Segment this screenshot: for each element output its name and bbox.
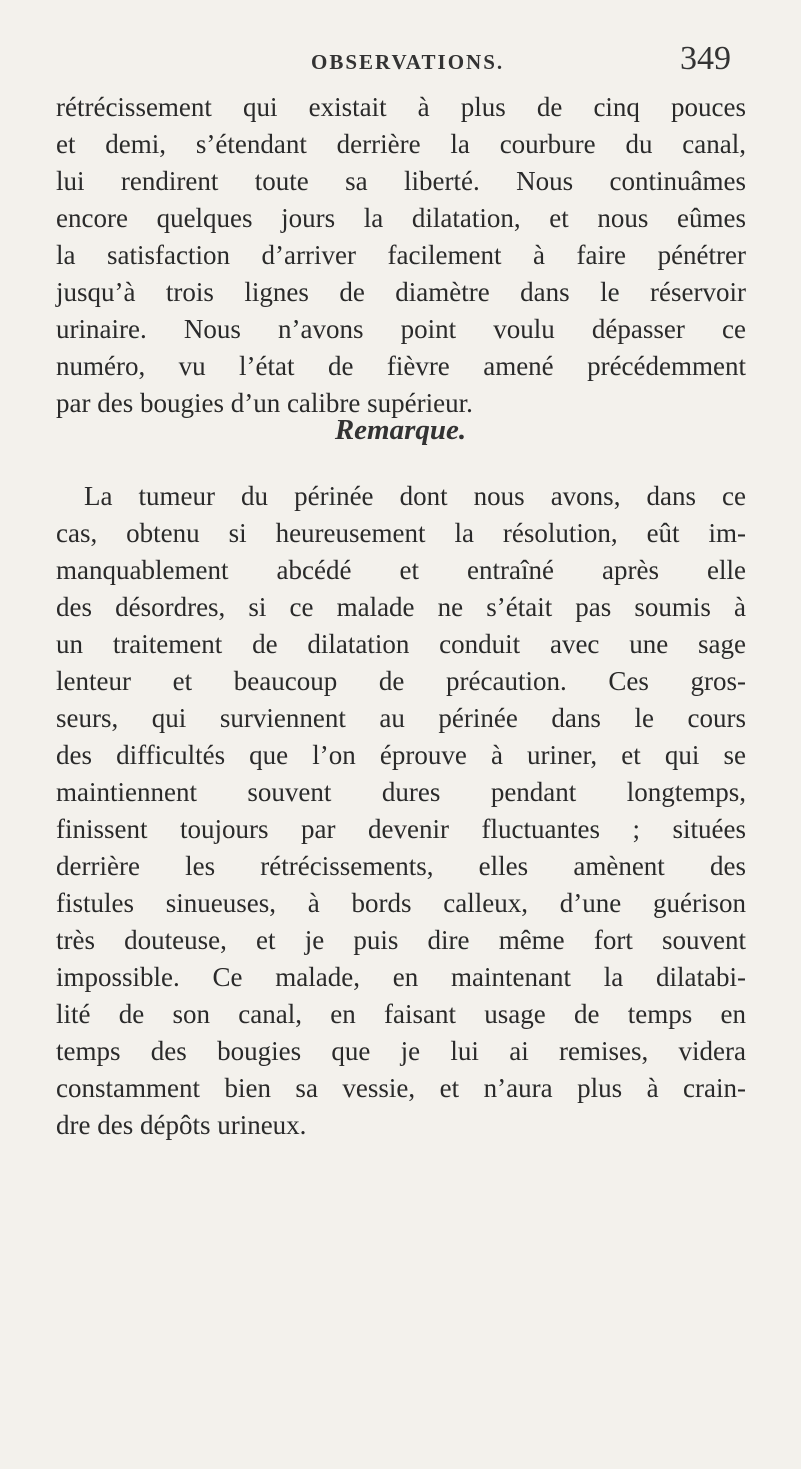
text-line: très douteuse, et je puis dire même fort souvent: [56, 925, 746, 955]
text-line: cas, obtenu si heureusement la résolution, eût im-: [56, 518, 746, 548]
text-line: et demi, s’étendant derrière la courbure du canal,: [56, 129, 746, 159]
text-line: un traitement de dilatation conduit avec une sage: [56, 629, 746, 659]
text-line: urinaire. Nous n’avons point voulu dépasser ce: [56, 314, 746, 344]
text-line: encore quelques jours la dilatation, et nous eûmes: [56, 203, 746, 233]
text-line: rétrécissement qui existait à plus de cinq pouces: [56, 92, 746, 122]
text-line: des difficultés que l’on éprouve à uriner, et qui se: [56, 740, 746, 770]
text-line: lui rendirent toute sa liberté. Nous continuâmes: [56, 166, 746, 196]
paragraph-continuation: [56, 89, 746, 422]
text-line: des désordres, si ce malade ne s’était pas soumis à: [56, 592, 746, 622]
text-line: numéro, vu l’état de fièvre amené précédemment: [56, 351, 746, 381]
text-line: finissent toujours par devenir fluctuantes ; situées: [56, 814, 746, 844]
page-number: 349: [680, 40, 731, 77]
text-line: par des bougies d’un calibre supérieur.: [56, 388, 473, 418]
paragraph-remarque: [56, 478, 746, 1144]
text-line: temps des bougies que je lui ai remises, videra: [56, 1036, 746, 1066]
running-head: OBSERVATIONS.: [311, 50, 505, 74]
text-line: constamment bien sa vessie, et n’aura plus à crain-: [56, 1073, 746, 1103]
text-line: jusqu’à trois lignes de diamètre dans le réservoir: [56, 277, 746, 307]
text-line: lité de son canal, en faisant usage de temps en: [56, 999, 746, 1029]
text-line: la satisfaction d’arriver facilement à faire pénétrer: [56, 240, 746, 270]
text-line: dre des dépôts urineux.: [56, 1110, 307, 1140]
text-line: manquablement abcédé et entraîné après elle: [56, 555, 746, 585]
text-line: fistules sinueuses, à bords calleux, d’une guérison: [56, 888, 746, 918]
text-line: derrière les rétrécissements, elles amènent des: [56, 851, 746, 881]
section-heading: Remarque.: [334, 414, 467, 446]
text-line: seurs, qui surviennent au périnée dans le cours: [56, 703, 746, 733]
text-line: impossible. Ce malade, en maintenant la dilatabi-: [56, 962, 746, 992]
text-line: maintiennent souvent dures pendant longtemps,: [56, 777, 746, 807]
text-line: La tumeur du périnée dont nous avons, dans ce: [84, 481, 746, 511]
text-line: lenteur et beaucoup de précaution. Ces gros-: [56, 666, 746, 696]
